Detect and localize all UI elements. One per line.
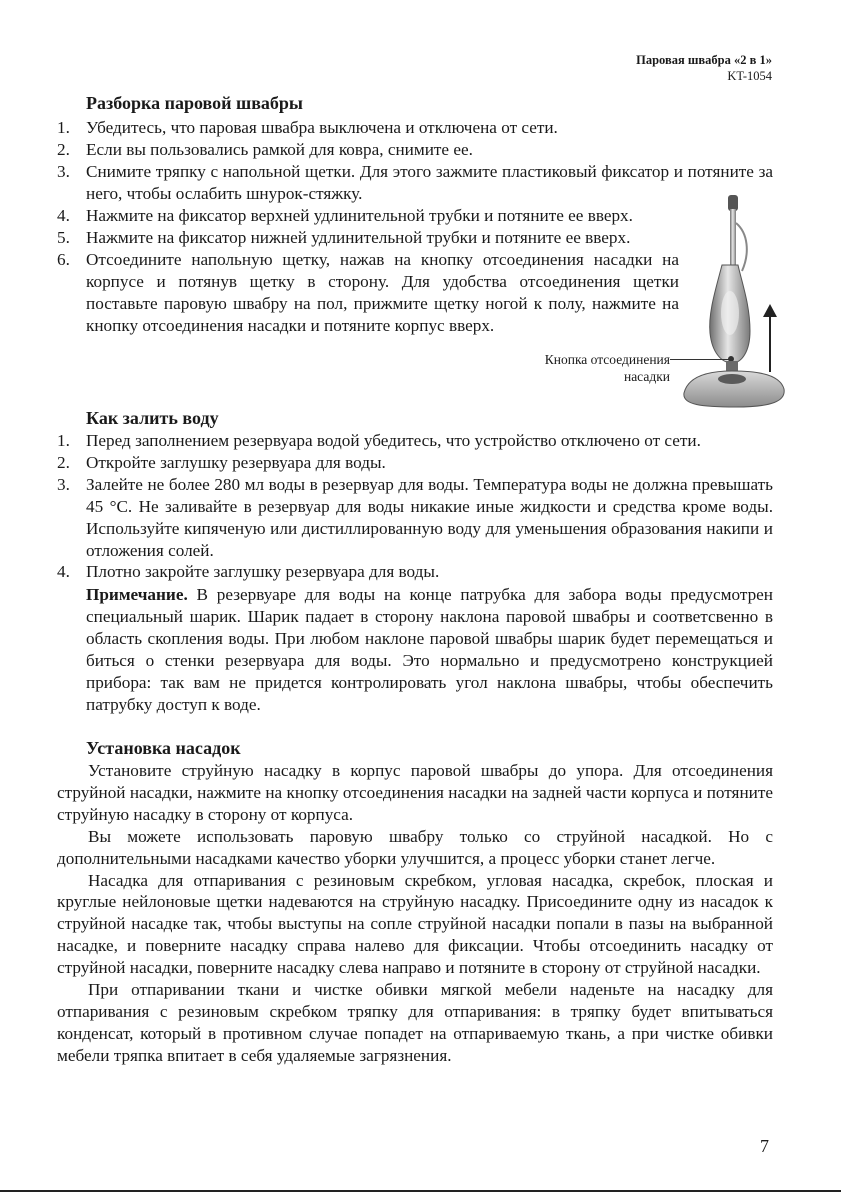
item-number: 3. <box>57 474 70 494</box>
figure-caption <box>545 351 670 385</box>
item-text: Убедитесь, что паровая швабра выключена и отключена от сети. <box>86 118 558 137</box>
item-text: Плотно закройте заглушку резервуара для воды. <box>86 562 440 582</box>
header-title: Паровая швабра «2 в 1» <box>636 53 772 67</box>
header-model: KT-1054 <box>727 69 772 83</box>
list-item <box>57 474 773 562</box>
item-number: 2. <box>57 452 70 472</box>
body-paragraph: Установите струйную насадку в корпус паровой швабры до упора. Для отсоединения струйной насадки, нажмите на кнопку отсоединения насадки на задней части корпуса и потяните струйную насадку в сторону от корпуса. <box>57 761 773 824</box>
list-item <box>57 561 773 583</box>
attachments-body <box>57 760 773 1067</box>
section-heading-fill-water: Как залить воду <box>86 408 219 428</box>
list-item <box>57 139 773 161</box>
disassembly-list-continued <box>57 205 679 336</box>
running-header <box>636 52 772 84</box>
item-number: 3. <box>57 161 70 181</box>
figure-caption-line: Кнопка отсоединения <box>544 352 670 367</box>
figure-caption-line: насадки <box>623 369 670 384</box>
page-bottom-rule <box>0 1190 841 1192</box>
body-paragraph: Насадка для отпаривания с резиновым скребком, угловая насадка, скребок, плоская и круглые нейлоновые щетки надеваются на струйную насадку. Присоедините одну из насадок к струйной насадке так, чтобы выступы на сопле струйной насадки попали в пазы на выбранной насадке, и поверните насадку справа налево для фиксации. Чтобы отсоединить насадку от струйной насадки, поверните насадку слева направо и потяните в сторону от струйной насадки. <box>57 870 773 978</box>
item-number: 4. <box>57 206 70 225</box>
list-item <box>57 227 679 249</box>
item-number: 2. <box>57 139 70 159</box>
callout-leader-line <box>670 359 730 360</box>
disassembly-list <box>57 117 773 205</box>
item-text: Если вы пользовались рамкой для ковра, снимите ее. <box>86 139 473 159</box>
list-item <box>57 430 773 452</box>
item-number: 1. <box>57 118 70 137</box>
item-number: 6. <box>57 249 70 269</box>
note-paragraph <box>86 584 773 715</box>
fill-water-list <box>57 430 773 583</box>
item-text: Откройте заглушку резервуара для воды. <box>86 452 386 472</box>
section-heading-attachments: Установка насадок <box>86 738 241 758</box>
list-item <box>57 249 679 337</box>
up-arrow-shaft <box>769 308 771 372</box>
item-number: 1. <box>57 431 70 450</box>
note-label: Примечание. <box>86 585 188 604</box>
item-text: Нажмите на фиксатор нижней удлинительной трубки и потяните ее вверх. <box>86 227 631 247</box>
item-text: Отсоедините напольную щетку, нажав на кнопку отсоединения насадки на корпусе и потянув щетку в сторону. Для удобства отсоединения щетки поставьте паровую швабру на пол, прижмите щетку ногой к полу, нажмите на кнопку отсоединения насадки и потяните корпус вверх. <box>86 249 679 335</box>
section-heading-disassembly: Разборка паровой швабры <box>86 93 303 113</box>
note-text: В резервуаре для воды на конце патрубка для забора воды предусмотрен специальный шарик. Шарик падает в сторону наклона паровой швабры и соответсвенно в область скопления воды. При любом наклоне паровой швабры шарик будет перемещаться и биться о стенки резервуара для воды. Это нормально и предусмотрено конструкцией прибора: так вам не придется контролировать угол наклона швабры, чтобы обеспечить патрубку доступ к воде. <box>86 585 773 714</box>
list-item <box>57 205 679 227</box>
list-item <box>57 117 773 139</box>
list-item <box>57 161 773 205</box>
body-paragraph: Вы можете использовать паровую швабру только со струйной насадкой. Но с дополнительными насадками качество уборки улучшится, а процесс уборки станет легче. <box>57 826 773 868</box>
page-number: 7 <box>760 1136 769 1156</box>
item-text: Перед заполнением резервуара водой убедитесь, что устройство отключено от сети. <box>86 431 701 450</box>
item-number: 5. <box>57 227 70 247</box>
item-text: Снимите тряпку с напольной щетки. Для этого зажмите пластиковый фиксатор и потяните за него, чтобы ослабить шнурок-стяжку. <box>86 161 773 203</box>
item-text: Залейте не более 280 мл воды в резервуар для воды. Температура воды не должна превышать 45 °С. Не заливайте в резервуар для воды никакие иные жидкости и средства кроме воды. Используйте кипяченую или дистиллированную воду для уменьшения образования накипи и отложения солей. <box>86 474 773 560</box>
item-number: 4. <box>57 562 70 582</box>
list-item <box>57 452 773 474</box>
body-paragraph: При отпаривании ткани и чистке обивки мягкой мебели наденьте на насадку для отпаривания с резиновым скребком тряпку для отпаривания: в тряпку будет впитываться конденсат, который в противном случае попадет на отпариваемую ткань, а при чистке обивки мебели тряпка впитает в себя удаляемые загрязнения. <box>57 980 773 1065</box>
item-text: Нажмите на фиксатор верхней удлинительной трубки и потяните ее вверх. <box>86 206 633 225</box>
